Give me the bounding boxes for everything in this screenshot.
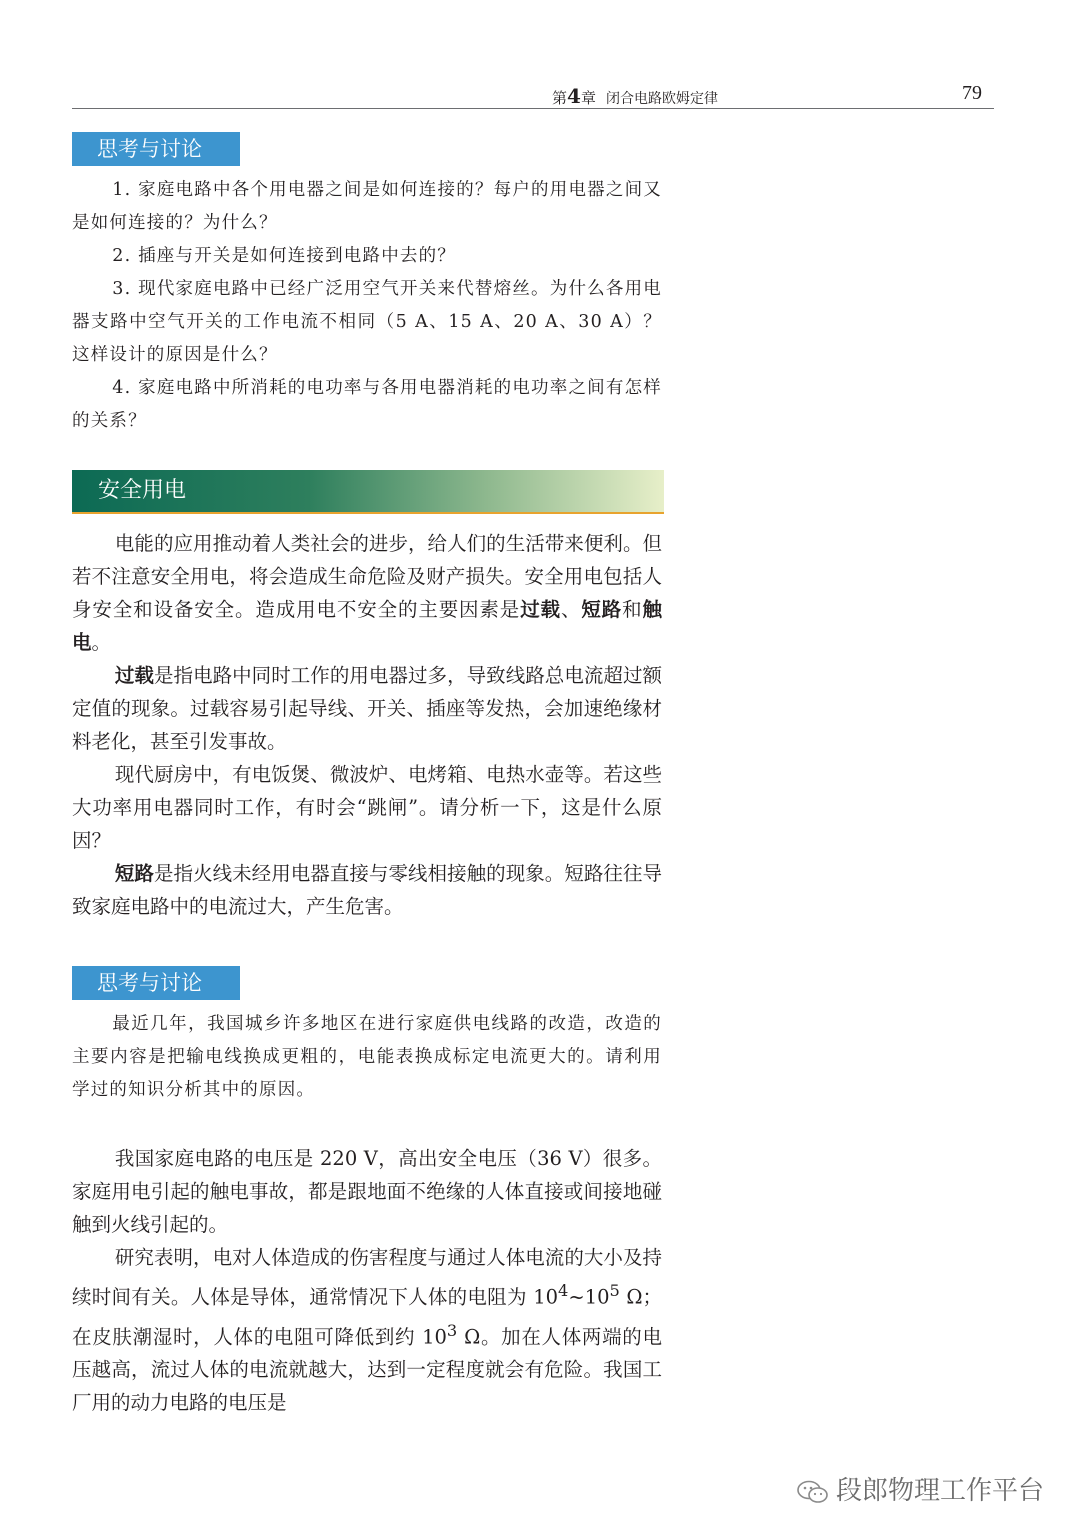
voltage-paragraph: 我国家庭电路的电压是 220 V，高出安全电压（36 V）很多。家庭用电引起的触电事故，都是跟地面不绝缘的人体直接或间接地碰触到火线引起的。 bbox=[72, 1147, 662, 1236]
section-heading bbox=[72, 470, 664, 514]
text: 是指火线未经用电器直接与零线相接触的现象。短路往往导致家庭电路中的电流过大，产生危害。 bbox=[72, 862, 662, 918]
exponent: 3 bbox=[446, 1320, 458, 1340]
exponent: 5 bbox=[609, 1281, 620, 1300]
term-overload: 过载 bbox=[114, 664, 154, 687]
question-3: 3. 现代家庭电路中已经广泛用空气开关来代替熔丝。为什么各用电器支路中空气开关的工作电流不相同（5 A、15 A、20 A、30 A）？这样设计的原因是什么？ bbox=[72, 279, 662, 365]
text: 、 bbox=[560, 598, 582, 621]
chapter-title: 闭合电路欧姆定律 bbox=[605, 91, 718, 107]
term-overload: 过载 bbox=[520, 598, 561, 621]
intro-paragraph bbox=[72, 527, 662, 659]
exponent: 4 bbox=[558, 1281, 569, 1300]
chapter-suffix: 章 bbox=[580, 89, 596, 107]
discussion-tag-1: 思考与讨论 bbox=[72, 132, 240, 166]
safety-body bbox=[72, 527, 662, 923]
text: Ω。加在人体两端的电压越高，流过人体的电流就越大，达到一定程度就会有危险。我国工厂用的动力电路的电压是 bbox=[72, 1325, 662, 1414]
text: 和 bbox=[622, 598, 643, 621]
text: Ω；在皮肤潮湿时，人体的电阻可降低到约 10 bbox=[72, 1285, 662, 1348]
term-electric-shock: 触电 bbox=[72, 598, 662, 654]
page-number: 79 bbox=[962, 82, 982, 104]
chapter-heading bbox=[552, 84, 718, 108]
discussion-tag-2: 思考与讨论 bbox=[72, 966, 240, 1000]
page-header bbox=[72, 78, 994, 109]
voltage-body bbox=[72, 1142, 662, 1419]
chapter-prefix: 第 bbox=[552, 89, 568, 107]
question-2: 2. 插座与开关是如何连接到电路中去的？ bbox=[112, 246, 457, 266]
text: 是指电路中同时工作的用电器过多，导致线路总电流超过额定值的现象。过载容易引起导线、开关、插座等发热，会加速绝缘材料老化，甚至引发事故。 bbox=[72, 664, 662, 753]
term-short-circuit: 短路 bbox=[114, 862, 154, 885]
watermark bbox=[796, 1470, 1044, 1507]
question-1: 1. 家庭电路中各个用电器之间是如何连接的？每户的用电器之间又是如何连接的？为什么？ bbox=[72, 180, 662, 233]
kitchen-paragraph: 现代厨房中，有电饭煲、微波炉、电烤箱、电热水壶等。若这些大功率用电器同时工作，有时会“跳闸”。请分析一下，这是什么原因？ bbox=[72, 763, 662, 852]
overload-paragraph bbox=[72, 659, 662, 758]
text: ~10 bbox=[568, 1285, 610, 1309]
discussion-questions-2 bbox=[72, 1008, 662, 1107]
chapter-number: 4 bbox=[567, 84, 581, 108]
question-4: 4. 家庭电路中所消耗的电功率与各用电器消耗的电功率之间有怎样的关系？ bbox=[72, 378, 662, 431]
section-title: 安全用电 bbox=[98, 478, 187, 503]
short-circuit-paragraph bbox=[72, 857, 662, 923]
discussion-questions-1 bbox=[72, 174, 662, 438]
resistance-paragraph bbox=[72, 1241, 662, 1419]
term-short-circuit: 短路 bbox=[581, 598, 623, 621]
text: 电能的应用推动着人类社会的进步，给人们的生活带来便利。但若不注意安全用电，将会造成生命危险及财产损失。安全用电包括人身安全和设备安全。造成用电不安全的主要因素是 bbox=[72, 532, 662, 621]
text: 。 bbox=[91, 631, 112, 654]
wechat-icon bbox=[796, 1480, 830, 1504]
watermark-text: 段郎物理工作平台 bbox=[835, 1476, 1044, 1506]
discussion-paragraph: 最近几年，我国城乡许多地区在进行家庭供电线路的改造，改造的主要内容是把输电线换成更粗的，电能表换成标定电流更大的。请利用学过的知识分析其中的原因。 bbox=[72, 1014, 662, 1100]
text: 研究表明，电对人体造成的伤害程度与通过人体电流的大小及持续时间有关。人体是导体，通常情况下人体的电阻为 10 bbox=[72, 1246, 662, 1309]
